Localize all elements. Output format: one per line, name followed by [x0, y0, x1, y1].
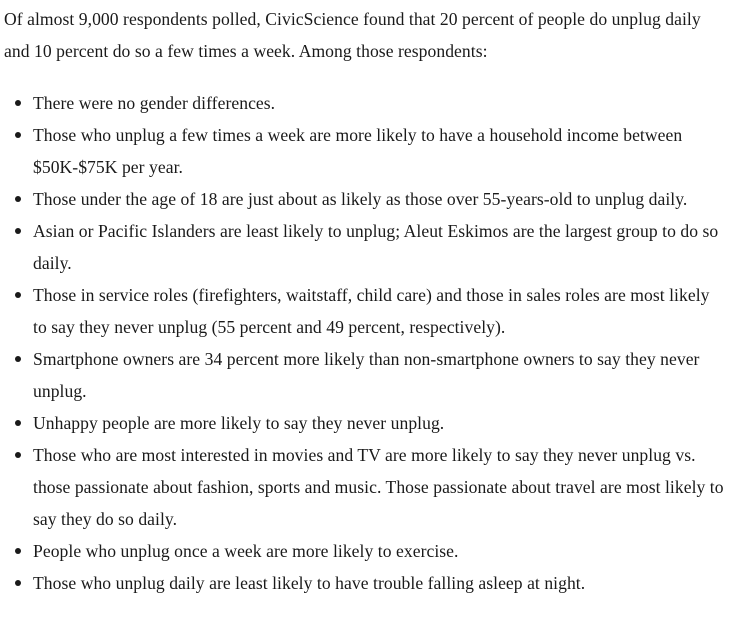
list-item — [4, 279, 726, 343]
list-item-text: Unhappy people are more likely to say they never unplug. — [33, 413, 445, 433]
bullet-icon — [15, 580, 21, 586]
list-item — [4, 87, 726, 119]
list-item — [4, 183, 726, 215]
bullet-icon — [15, 292, 21, 298]
bullet-icon — [15, 196, 21, 202]
findings-list — [4, 87, 726, 599]
bullet-icon — [15, 452, 21, 458]
list-item — [4, 119, 726, 183]
list-item-text: Those in service roles (firefighters, waitstaff, child care) and those in sales roles are most likely to say they never unplug (55 percent and 49 percent, respectively). — [33, 285, 710, 337]
list-item-text: People who unplug once a week are more likely to exercise. — [33, 541, 459, 561]
list-item — [4, 215, 726, 279]
list-item — [4, 407, 726, 439]
list-item-text: Asian or Pacific Islanders are least likely to unplug; Aleut Eskimos are the largest group to do so daily. — [33, 221, 719, 273]
bullet-icon — [15, 548, 21, 554]
list-item-text: Those who unplug daily are least likely to have trouble falling asleep at night. — [33, 573, 586, 593]
list-item-text: Those who unplug a few times a week are more likely to have a household income between $50K-$75K per year. — [33, 125, 683, 177]
bullet-icon — [15, 356, 21, 362]
list-item — [4, 439, 726, 535]
intro-paragraph: Of almost 9,000 respondents polled, CivicScience found that 20 percent of people do unplug daily and 10 percent do so a few times a week. Among those respondents: — [4, 9, 701, 61]
article-body — [4, 3, 726, 599]
bullet-icon — [15, 132, 21, 138]
list-item — [4, 343, 726, 407]
list-item-text: There were no gender differences. — [33, 93, 276, 113]
bullet-icon — [15, 100, 21, 106]
list-item-text: Those who are most interested in movies and TV are more likely to say they never unplug vs. those passionate about fashion, sports and music. Those passionate about travel are most likely to say they do so daily. — [33, 445, 724, 529]
bullet-icon — [15, 420, 21, 426]
list-item — [4, 567, 726, 599]
list-item — [4, 535, 726, 567]
bullet-icon — [15, 228, 21, 234]
list-item-text: Smartphone owners are 34 percent more likely than non-smartphone owners to say they never unplug. — [33, 349, 700, 401]
list-item-text: Those under the age of 18 are just about as likely as those over 55-years-old to unplug daily. — [33, 189, 688, 209]
